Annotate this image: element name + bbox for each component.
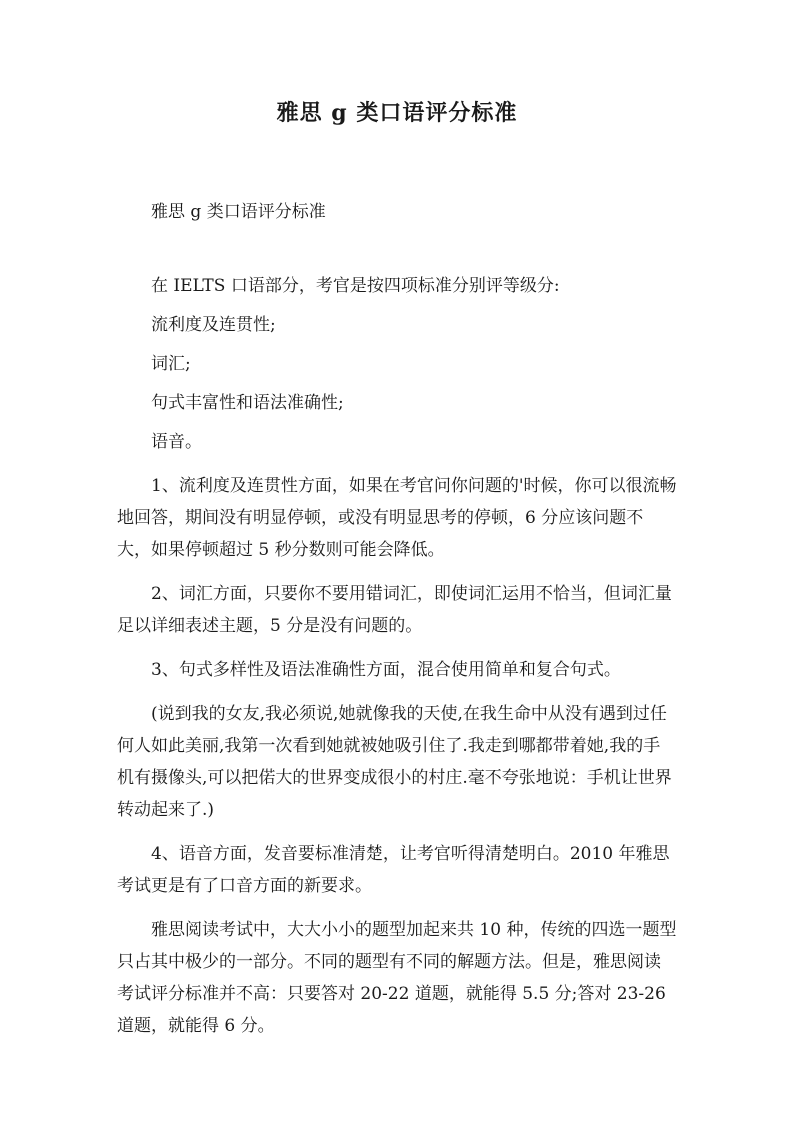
intro-paragraph: 在 IELTS 口语部分，考官是按四项标准分别评等级分:: [151, 276, 560, 296]
paragraph-grammar-example: (说到我的女友,我必须说,她就像我的天使,在我生命中从没有遇到过任何人如此美丽,我第一次看到她就被她吸引住了.我走到哪都带着她,我的手机有摄像头,可以把偌大的世界变成很小的村庄.毫不夸张地说：手机让世界转动起来了.): [117, 704, 672, 820]
paragraph-vocabulary: 2、词汇方面，只要你不要用错词汇，即使词汇运用不恰当，但词汇量足以详细表述主题，5 分是没有问题的。: [117, 584, 672, 636]
spacer: [117, 566, 677, 578]
criterion-item: 语音。: [151, 432, 202, 452]
spacer: [117, 902, 677, 914]
spacer: [117, 341, 677, 348]
criterion-item: 句式丰富性和语法准确性;: [151, 393, 344, 413]
spacer: [117, 642, 677, 654]
document-body: [117, 196, 677, 1042]
spacer: [117, 458, 677, 470]
paragraph-pronunciation: 4、语音方面，发音要标准清楚，让考官听得清楚明白。2010 年雅思考试更是有了口音方面的新要求。: [117, 844, 670, 896]
paragraph-grammar: 3、句式多样性及语法准确性方面，混合使用简单和复合句式。: [151, 660, 621, 680]
spacer: [117, 302, 677, 309]
document-subtitle: 雅思 g 类口语评分标准: [151, 202, 326, 222]
spacer: [117, 419, 677, 426]
spacer: [117, 686, 677, 698]
criterion-item: 词汇;: [151, 354, 191, 374]
spacer: [117, 826, 677, 838]
criterion-item: 流利度及连贯性;: [151, 315, 276, 335]
spacer: [117, 228, 677, 270]
paragraph-reading: 雅思阅读考试中，大大小小的题型加起来共 10 种，传统的四选一题型只占其中极少的一部分。不同的题型有不同的解题方法。但是，雅思阅读考试评分标准并不高：只要答对 20-22 道题，就能得 5.5 分;答对 23-26 道题，就能得 6 分。: [117, 920, 677, 1036]
spacer: [117, 380, 677, 387]
paragraph-fluency: 1、流利度及连贯性方面，如果在考官问你问题的'时候，你可以很流畅地回答，期间没有明显停顿，或没有明显思考的停顿，6 分应该问题不大，如果停顿超过 5 秒分数则可能会降低。: [117, 476, 677, 560]
document-title: 雅思 g 类口语评分标准: [276, 100, 518, 126]
